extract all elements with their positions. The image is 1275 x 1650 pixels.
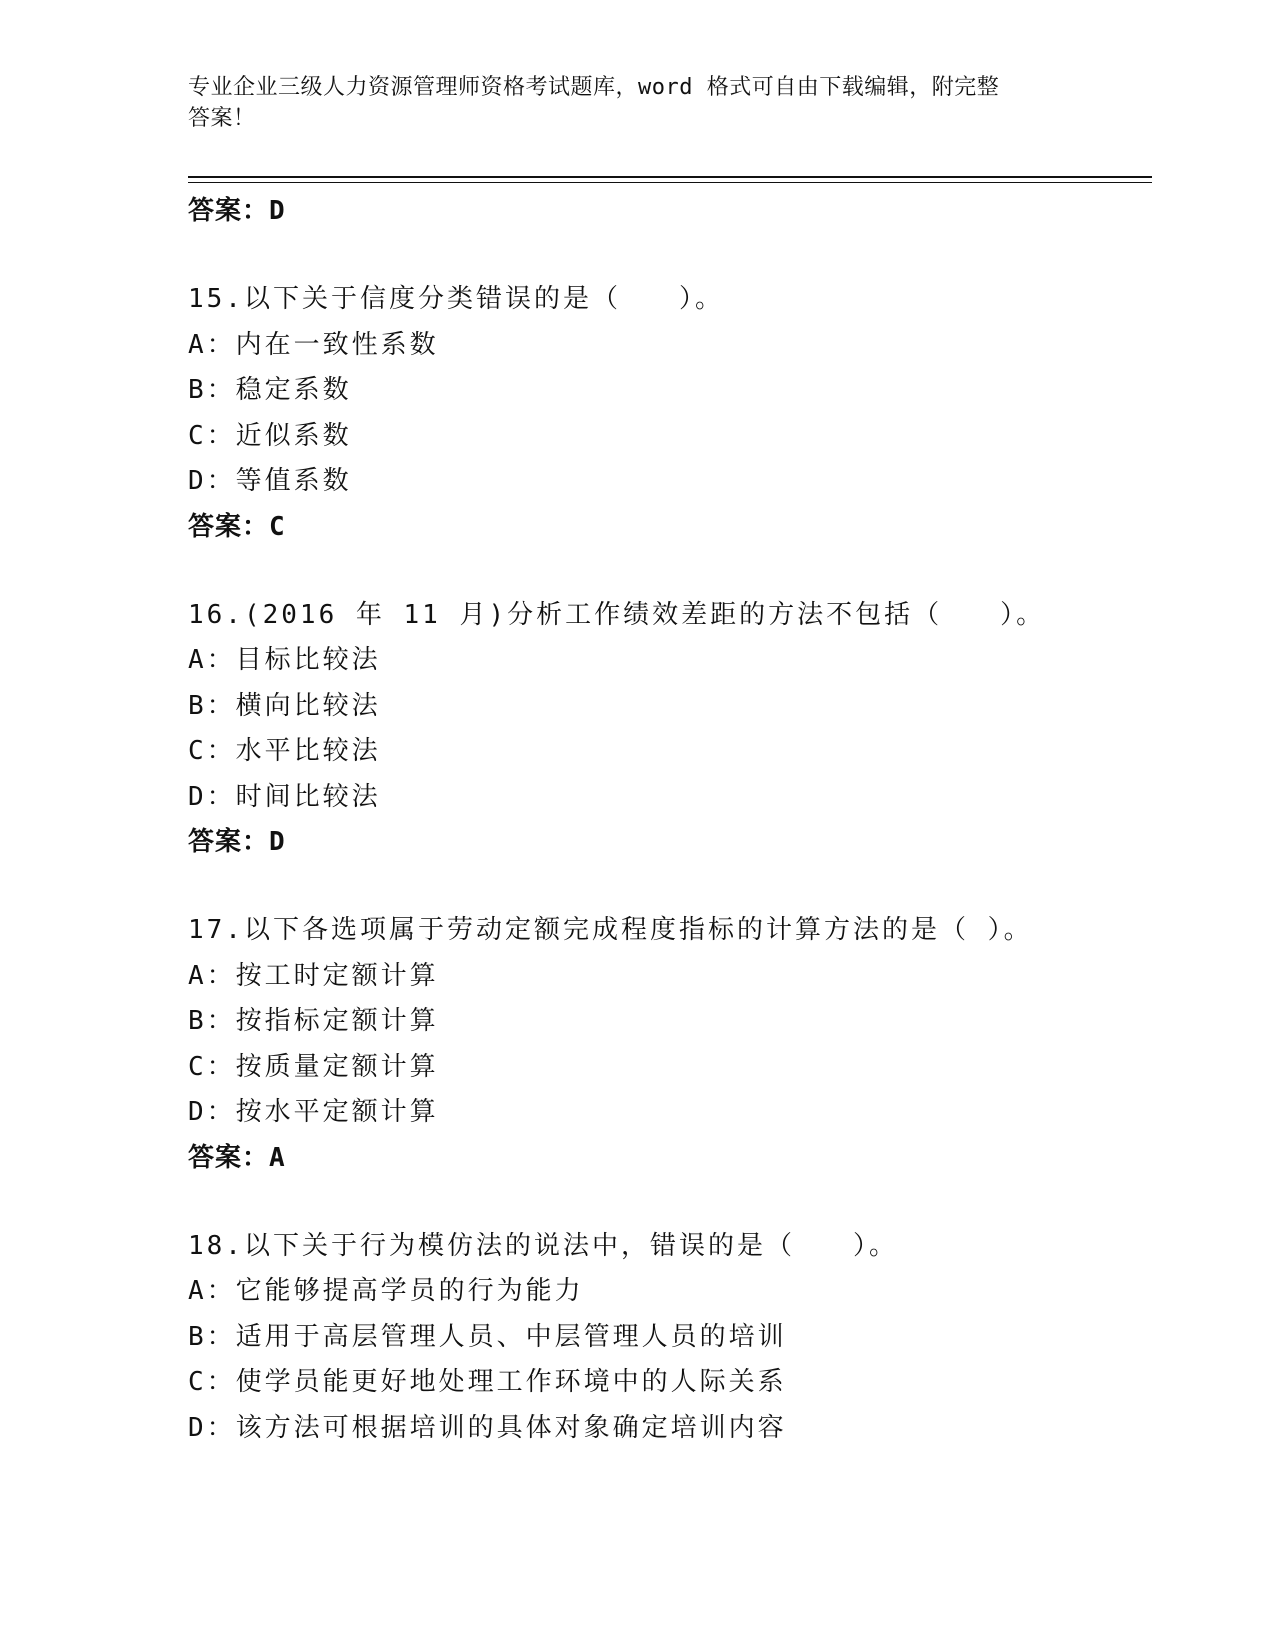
answer-label: 答案： — [188, 827, 270, 857]
answer-line — [188, 819, 1148, 865]
option-c: C：使学员能更好地处理工作环境中的人际关系 — [188, 1367, 787, 1397]
option-a: A：内在一致性系数 — [188, 329, 439, 360]
header-line-1: 专业企业三级人力资源管理师资格考试题库，word 格式可自由下载编辑，附完整 — [188, 75, 1000, 100]
answer-line — [188, 504, 1148, 550]
option-d: D：该方法可根据培训的具体对象确定培训内容 — [188, 1412, 787, 1443]
answer-line — [188, 188, 1148, 234]
option-a: A：按工时定额计算 — [188, 960, 439, 991]
question-title: 15.以下关于信度分类错误的是（ ）。 — [188, 284, 724, 314]
document-header — [188, 72, 1068, 134]
question-block — [188, 276, 1148, 550]
header-rule-thick — [188, 176, 1152, 178]
option-a: A：目标比较法 — [188, 645, 381, 675]
option-d: D：时间比较法 — [188, 781, 381, 812]
option-d: D：等值系数 — [188, 466, 352, 496]
option-c: C：按质量定额计算 — [188, 1051, 439, 1082]
question-block — [188, 1223, 1148, 1451]
header-line-2: 答案！ — [188, 106, 256, 131]
option-d: D：按水平定额计算 — [188, 1097, 439, 1127]
answer-value: C — [269, 511, 286, 542]
option-b: B：稳定系数 — [188, 375, 352, 405]
option-c: C：近似系数 — [188, 420, 352, 451]
answer-line — [188, 1135, 1148, 1181]
question-title: 16.(2016 年 11 月)分析工作绩效差距的方法不包括（ ）。 — [188, 599, 1046, 630]
answer-value: D — [269, 827, 286, 857]
question-block — [188, 907, 1148, 1181]
option-a: A：它能够提高学员的行为能力 — [188, 1276, 584, 1306]
option-b: B：适用于高层管理人员、中层管理人员的培训 — [188, 1321, 787, 1352]
header-rule-thin — [188, 182, 1152, 183]
question-title: 18.以下关于行为模仿法的说法中，错误的是（ ）。 — [188, 1230, 898, 1261]
answer-label: 答案： — [188, 511, 270, 542]
answer-value: D — [269, 196, 286, 226]
answer-label: 答案： — [188, 1142, 270, 1173]
answer-label: 答案： — [188, 196, 270, 226]
question-block — [188, 592, 1148, 866]
question-list — [188, 188, 1148, 1450]
option-c: C：水平比较法 — [188, 736, 381, 766]
option-b: B：横向比较法 — [188, 690, 381, 721]
answer-value: A — [269, 1142, 286, 1173]
option-b: B：按指标定额计算 — [188, 1006, 439, 1036]
question-title: 17.以下各选项属于劳动定额完成程度指标的计算方法的是（ ）。 — [188, 915, 1033, 945]
